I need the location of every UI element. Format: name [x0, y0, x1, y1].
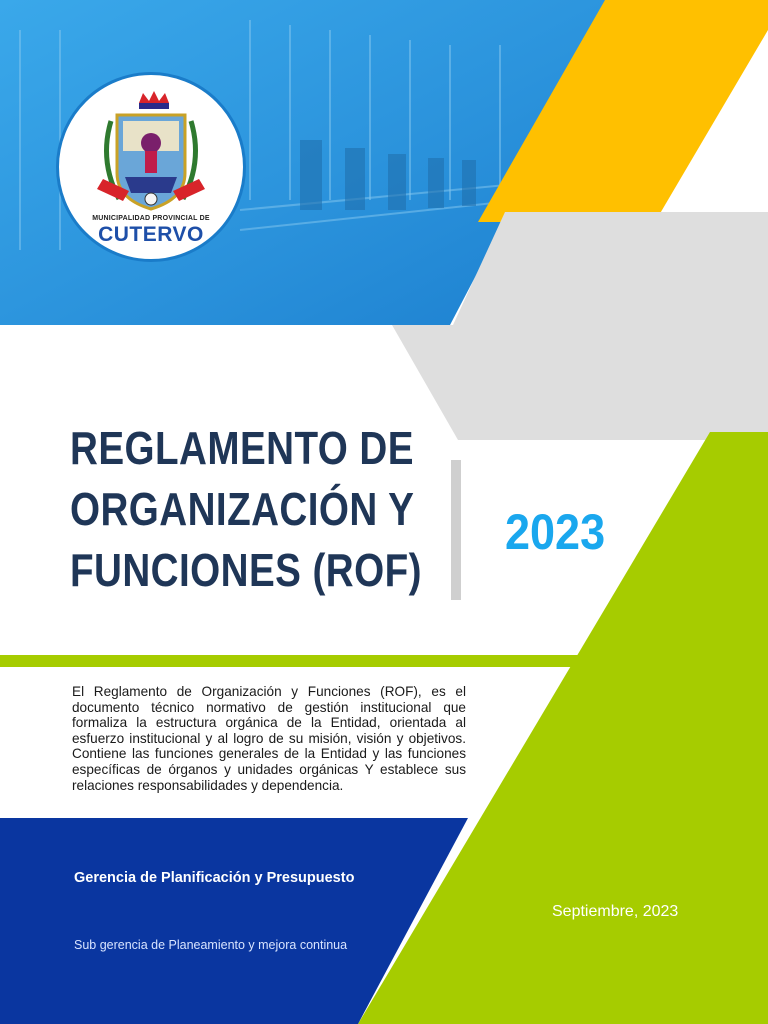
document-description: El Reglamento de Organización y Funciones (ROF), es el documento técnico normativo de gestión institucional que formaliza la estructura orgánica de la Entidad, orientada al esfuerzo institucional y al logro de su misión, visión y objetivos. Contiene las funciones generales de la Entidad y las funciones específicas de órganos y unidades orgánicas Y establece sus relaciones responsabilidades y dependencia.	[72, 684, 466, 793]
municipality-logo	[56, 72, 246, 262]
document-title	[70, 418, 422, 601]
title-divider	[451, 460, 461, 600]
logo-caption: MUNICIPALIDAD PROVINCIAL DE	[92, 215, 210, 222]
title-line-2: ORGANIZACIÓN Y	[70, 483, 415, 535]
green-divider	[0, 655, 590, 667]
subdepartment-name: Sub gerencia de Planeamiento y mejora continua	[74, 938, 348, 952]
publication-date: Septiembre, 2023	[552, 903, 679, 920]
coat-of-arms-icon	[59, 81, 243, 221]
department-name: Gerencia de Planificación y Presupuesto	[74, 870, 355, 886]
document-year: 2023	[505, 504, 606, 560]
title-line-1: REGLAMENTO DE	[70, 422, 414, 474]
title-line-3: FUNCIONES (ROF)	[70, 544, 422, 596]
logo-name: CUTERVO	[98, 223, 204, 246]
